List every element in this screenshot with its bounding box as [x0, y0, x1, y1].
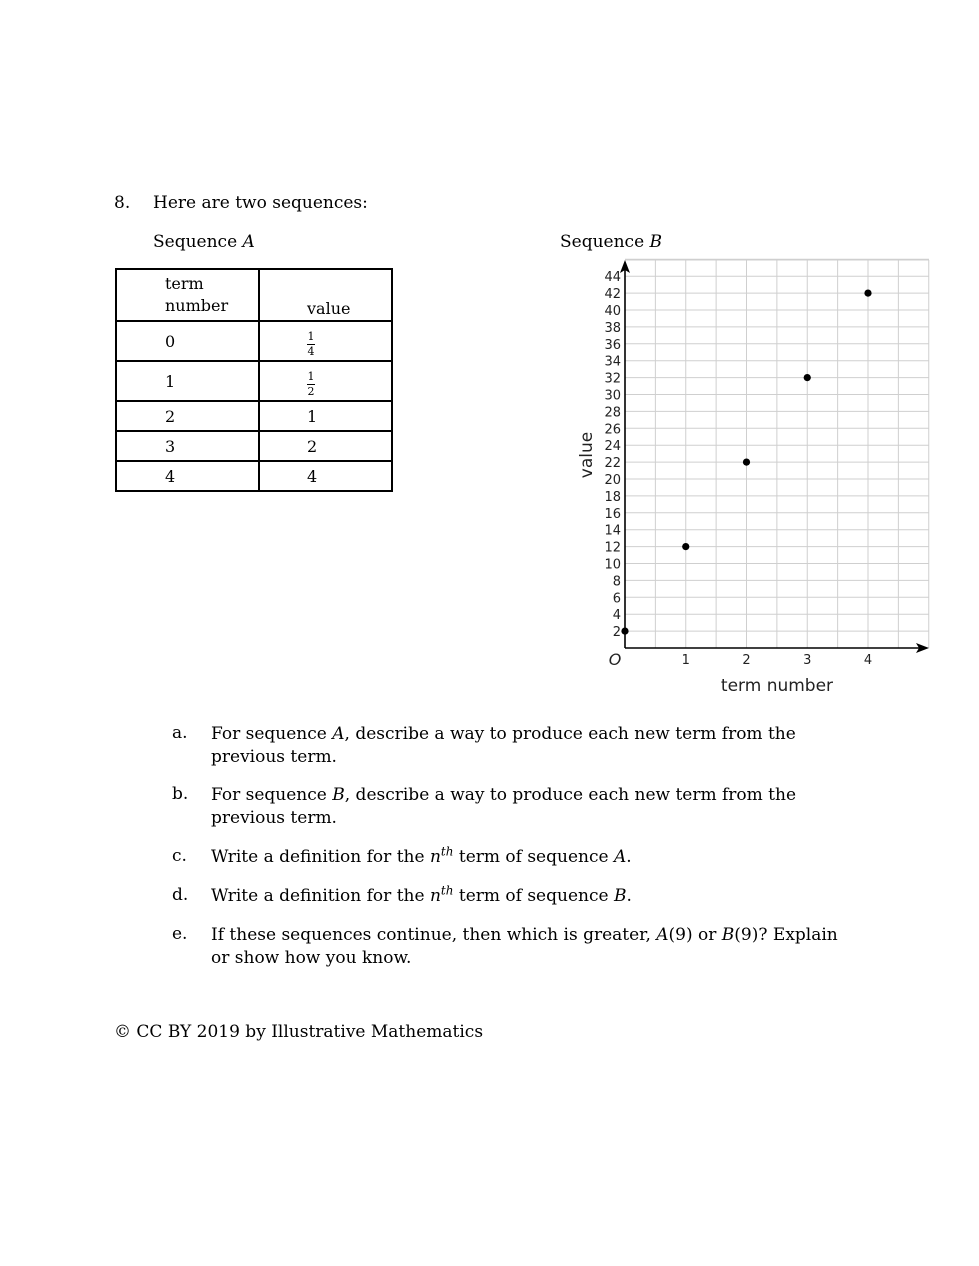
y-tick-label: 32: [604, 371, 621, 387]
x-tick-label: 2: [742, 653, 751, 668]
y-tick-label: 6: [612, 591, 621, 607]
value-cell: 1: [259, 401, 392, 431]
y-tick-label: 20: [604, 473, 621, 488]
sequence-b-label: Sequence B: [560, 232, 663, 252]
y-tick-label: 26: [604, 422, 621, 438]
y-tick-label: 28: [604, 405, 621, 421]
y-tick-label: 22: [604, 456, 621, 472]
tick-labels: [604, 270, 872, 668]
y-tick-label: 18: [604, 489, 621, 505]
y-tick-label: 12: [604, 540, 621, 556]
data-point: [804, 374, 811, 381]
y-tick-label: 36: [604, 337, 621, 353]
y-tick-label: 34: [604, 354, 621, 370]
y-tick-label: 4: [612, 608, 621, 624]
y-tick-label: 42: [604, 287, 621, 303]
x-tick-label: 3: [803, 653, 812, 668]
data-point: [864, 290, 871, 297]
axes: [620, 260, 929, 653]
y-tick-label: 14: [604, 523, 621, 539]
y-tick-label: 10: [604, 557, 621, 573]
y-tick-label: 38: [604, 320, 621, 336]
value-cell: 4: [259, 461, 392, 491]
y-tick-label: 24: [604, 439, 621, 455]
fraction: $\frac{1}{2}$: [307, 369, 315, 398]
data-point: [743, 459, 750, 466]
y-tick-label: 8: [612, 574, 621, 590]
x-tick-label: 4: [863, 653, 873, 668]
term-number-header: term number: [116, 269, 259, 321]
term-cell: 1: [116, 361, 259, 401]
y-tick-label: 40: [604, 304, 621, 319]
x-tick-label: 1: [681, 653, 690, 668]
value-cell: 2: [259, 431, 392, 461]
data-point: [621, 628, 628, 635]
y-tick-label: 44: [604, 270, 621, 286]
data-point: [682, 543, 689, 550]
origin-label: O: [608, 650, 622, 669]
y-tick-label: 16: [604, 506, 621, 522]
problem-number: 8.: [114, 193, 131, 213]
grid: [625, 259, 929, 648]
y-axis-label: value: [577, 431, 597, 479]
x-axis-label: term number: [720, 676, 834, 696]
sequence-a-label: Sequence A: [153, 232, 255, 252]
value-header: value: [259, 269, 392, 321]
y-tick-label: 2: [612, 625, 621, 641]
copyright-footer: © CC BY 2019 by Illustrative Mathematics: [114, 1022, 484, 1042]
problem-intro: Here are two sequences:: [153, 193, 368, 213]
y-tick-label: 30: [604, 388, 621, 404]
term-cell: 2: [116, 401, 259, 431]
term-cell: 4: [116, 461, 259, 491]
term-cell: 0: [116, 321, 259, 361]
term-cell: 3: [116, 431, 259, 461]
fraction: $\frac{1}{4}$: [307, 329, 315, 358]
